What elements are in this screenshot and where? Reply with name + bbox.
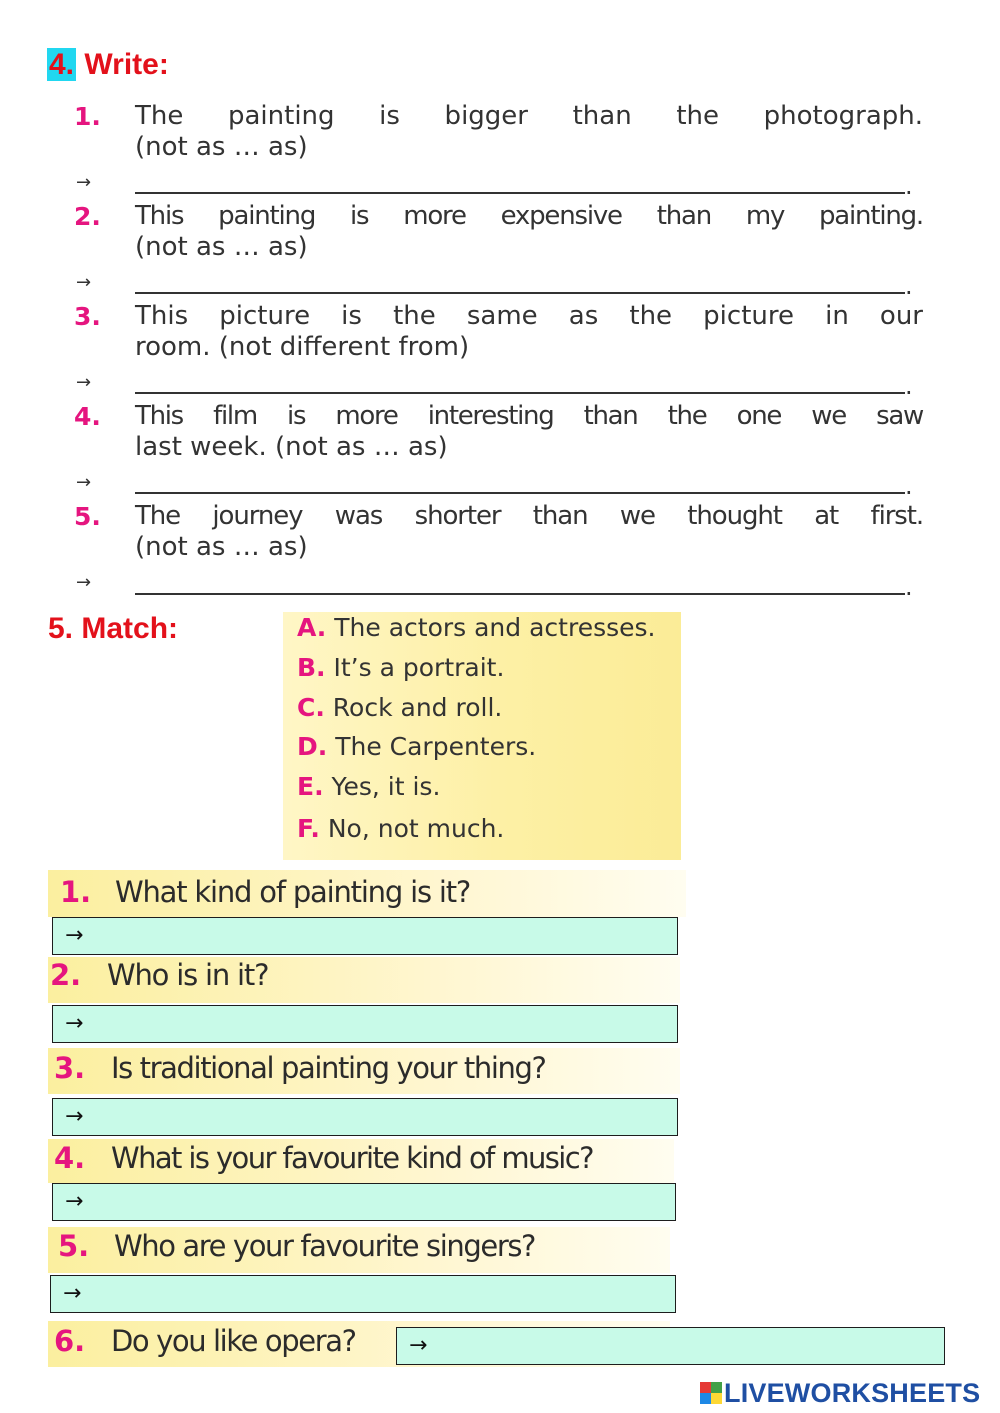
match-section-title: 5. Match: (48, 612, 179, 645)
write-item-prompt: (not as … as) (135, 232, 308, 262)
write-answer-period: . (905, 172, 913, 200)
logo-square (700, 1393, 711, 1404)
answer-input[interactable] (52, 917, 678, 955)
write-item-prompt: (not as … as) (135, 132, 308, 162)
question-number: 6. (54, 1324, 86, 1358)
arrow-icon: → (65, 1189, 84, 1214)
write-item-sentence: This picture is the same as the picture in our (135, 301, 923, 331)
match-option-c: C. Rock and roll. (297, 693, 503, 722)
answer-input[interactable] (50, 1275, 676, 1313)
write-answer-blank[interactable] (135, 593, 905, 595)
arrow-icon: → (65, 1104, 84, 1129)
write-item-prompt: last week. (not as … as) (135, 432, 448, 462)
question-text: Do you like opera? (111, 1324, 356, 1358)
write-answer-period: . (905, 573, 913, 601)
question-number: 5. (58, 1229, 90, 1263)
arrow-icon: → (65, 923, 84, 948)
arrow-icon: → (76, 472, 92, 493)
write-answer-blank[interactable] (135, 292, 905, 294)
question-text: Is traditional painting your thing? (111, 1051, 546, 1085)
write-item-number: 1. (74, 102, 101, 131)
question-text: What kind of painting is it? (115, 875, 471, 909)
write-item-prompt: (not as … as) (135, 532, 308, 562)
question-number: 3. (54, 1051, 86, 1085)
match-option-b: B. It’s a portrait. (297, 653, 505, 682)
write-item-sentence: This painting is more expensive than my painting. (135, 201, 923, 231)
answer-input[interactable] (52, 1098, 678, 1136)
question-text: Who are your favourite singers? (114, 1229, 536, 1263)
arrow-icon: → (63, 1281, 82, 1306)
question-text: Who is in it? (107, 958, 269, 992)
write-item-number: 2. (74, 202, 101, 231)
write-item-number: 3. (74, 302, 101, 331)
logo-square (711, 1382, 722, 1393)
write-answer-period: . (905, 272, 913, 300)
logo-square (711, 1393, 722, 1404)
write-answer-blank[interactable] (135, 492, 905, 494)
write-item-number: 5. (74, 502, 101, 531)
arrow-icon: → (65, 1011, 84, 1036)
arrow-icon: → (76, 372, 92, 393)
logo-text: LIVEWORKSHEETS (724, 1377, 981, 1408)
answer-input[interactable] (52, 1183, 676, 1221)
liveworksheets-logo (700, 1378, 980, 1408)
write-section-title (47, 48, 169, 82)
write-item-prompt: room. (not different from) (135, 332, 470, 362)
arrow-icon: → (76, 572, 92, 593)
logo-grid-icon (700, 1382, 722, 1404)
write-item-number: 4. (74, 402, 101, 431)
arrow-icon: → (76, 172, 92, 193)
arrow-icon: → (76, 272, 92, 293)
write-section-number: 4. (49, 48, 75, 81)
match-option-f: F. No, not much. (297, 814, 505, 843)
write-answer-period: . (905, 472, 913, 500)
question-number: 1. (60, 875, 92, 909)
logo-square (700, 1382, 711, 1393)
write-answer-blank[interactable] (135, 392, 905, 394)
match-option-e: E. Yes, it is. (297, 772, 441, 801)
question-number: 2. (50, 958, 82, 992)
arrow-icon: → (409, 1333, 428, 1358)
match-option-d: D. The Carpenters. (297, 732, 537, 761)
write-section-label: Write: (76, 48, 169, 81)
write-answer-blank[interactable] (135, 192, 905, 194)
match-option-a: A. The actors and actresses. (297, 613, 656, 642)
write-item-sentence: This film is more interesting than the one we saw (135, 401, 923, 431)
write-item-sentence: The journey was shorter than we thought at first. (135, 501, 923, 531)
question-text: What is your favourite kind of music? (111, 1141, 593, 1175)
answer-input[interactable] (52, 1005, 678, 1043)
answer-input[interactable] (396, 1327, 945, 1365)
question-number: 4. (54, 1141, 86, 1175)
write-answer-period: . (905, 372, 913, 400)
write-item-sentence: The painting is bigger than the photograph. (135, 101, 923, 131)
